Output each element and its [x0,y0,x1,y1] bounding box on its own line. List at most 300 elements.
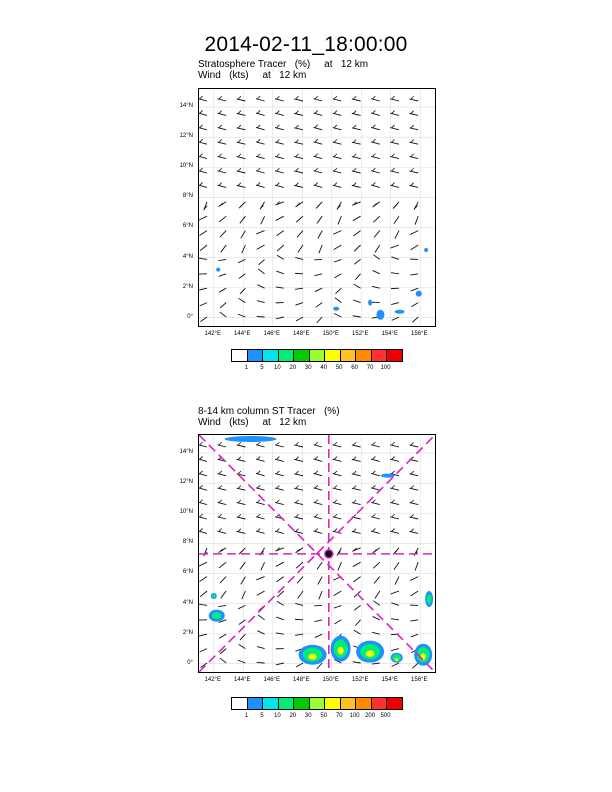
wind-barb [199,517,207,519]
wind-barb [409,517,418,519]
wind-barb-feather [200,456,203,459]
wind-barb-feather [392,442,395,445]
wind-barb [373,216,380,222]
wind-barb-feather [238,183,241,186]
wind-barb [315,634,322,637]
wind-barb-feather [392,471,395,474]
wind-barb-feather [219,125,222,128]
wind-barb-feather [238,500,241,503]
wind-barb-feather [296,168,299,171]
wind-barb-feather [200,500,203,503]
wind-barb-feather [238,168,241,171]
wind-barb-feather [353,183,356,186]
wind-barb [354,259,360,264]
wind-barb [276,577,283,582]
wind-barb-feather [315,442,318,445]
panel1-colorbar [231,349,403,362]
wind-barb [415,562,418,570]
tracer-patch [416,291,422,297]
colorbar-swatch [356,698,372,709]
wind-barb-feather [276,457,279,460]
wind-barb [220,658,226,663]
colorbar-swatch [341,350,357,361]
wind-barb [354,245,360,251]
wind-barb-feather [334,96,337,99]
wind-barb [333,231,341,235]
wind-barb-feather [394,205,397,208]
wind-barb-feather [296,154,299,157]
wind-barb [238,605,245,608]
colorbar-label: 1 [244,365,249,371]
wind-barb-feather [238,139,241,142]
wind-barb [373,548,380,553]
wind-barb [338,216,342,224]
wind-barb-feather [200,110,203,113]
tracer-patch [376,310,384,320]
wind-barb-feather [372,442,375,445]
wind-barb-feather [240,204,243,207]
wind-barb-feather [392,125,395,128]
wind-barb-feather [334,139,337,142]
colorbar-label: 1 [244,713,249,719]
wind-barb-feather [353,485,356,488]
wind-barb [294,157,303,159]
wind-barb-feather [257,528,260,531]
wind-barb-feather [315,154,318,157]
panel2-subtitle-1: 8-14 km column ST Tracer (%) [198,406,340,417]
wind-barb [240,562,246,569]
wind-barb [355,620,360,626]
colorbar-swatch [232,698,248,709]
wind-barb [294,142,303,144]
colorbar-label: 20 [289,713,297,719]
colorbar-swatch [279,698,295,709]
wind-barb-feather [411,111,414,114]
wind-barb-feather [238,111,241,114]
wind-barb [275,502,284,504]
map2-canvas [199,435,435,672]
lat-tick-label: 2°N [182,629,193,636]
tracer-patch [216,268,220,272]
wind-barb [390,459,399,461]
wind-barb [276,271,284,274]
lon-tick-label: 144°E [234,677,251,683]
wind-barb-feather [334,529,337,532]
wind-barb-feather [296,471,299,474]
wind-barb [353,662,361,663]
wind-barb [295,288,303,289]
wind-barb-feather [219,514,222,517]
wind-barb [294,99,303,101]
wind-barb-feather [238,96,241,99]
wind-barb-feather [296,457,299,460]
wind-barb [410,274,418,275]
wind-barb-feather [315,471,318,474]
wind-barb-feather [257,471,260,474]
wind-barb [199,445,207,447]
wind-barb-feather [392,529,395,532]
wind-barb [275,488,284,490]
wind-barb-feather [276,111,279,114]
wind-barb-feather [315,182,318,185]
wind-barb-feather [238,457,241,460]
lat-tick-label: 6°N [182,223,193,230]
wind-barb [353,562,361,567]
wind-barb [242,245,246,253]
colorbar-swatch [263,698,279,709]
wind-barb-feather [238,154,241,157]
wind-barb-feather [276,471,279,474]
wind-barb-feather [334,125,337,128]
wind-barb-feather [353,500,356,503]
wind-barb-feather [257,485,260,488]
lon-tick-label: 156°E [411,331,428,337]
wind-barb [199,142,207,144]
wind-barb [240,216,246,223]
wind-barb [239,620,245,625]
wind-barb-feather [296,500,299,503]
wind-barb-feather [238,485,241,488]
wind-barb-feather [276,529,279,532]
wind-barb [275,99,284,101]
wind-barb [256,517,265,519]
wind-barb-feather [334,183,337,186]
wind-barb [391,649,399,651]
wind-barb [204,202,207,210]
wind-barb-feather [315,514,318,517]
wind-barb [374,231,380,238]
wind-barb [317,562,322,569]
wind-barb [411,634,419,637]
wind-barb-feather [392,514,395,517]
wind-barb-feather [296,442,299,445]
wind-barb-feather [315,110,318,113]
wind-barb-feather [219,111,222,114]
wind-barb [319,245,322,253]
colorbar-swatch [279,350,295,361]
wind-barb-feather [353,168,356,171]
wind-barb [391,257,399,260]
tracer-patch-core [212,594,216,598]
wind-barb [258,615,264,620]
wind-barb-feather [372,500,375,503]
colorbar-label: 500 [380,713,391,719]
stratosphere-tracer-map [198,88,436,327]
wind-barb [391,591,399,594]
wind-barb [220,312,226,317]
wind-barb [220,577,226,583]
lat-tick-label: 8°N [182,193,193,200]
wind-barb [200,303,207,306]
wind-barb-feather [276,485,279,488]
wind-barb-feather [315,500,318,503]
wind-barb [394,562,399,569]
wind-barb [391,603,399,606]
wind-barb-feather [257,500,260,503]
wind-barb [373,601,379,606]
wind-barb [314,142,323,144]
wind-barb [375,591,380,599]
wind-barb-feather [257,96,260,99]
wind-barb [277,245,284,251]
wind-barb [256,473,265,475]
wind-barb [256,142,265,144]
wind-barb-feather [200,471,203,474]
wind-barb [334,591,342,596]
lon-tick-label: 154°E [381,677,398,683]
wind-barb [257,591,265,595]
wind-barb-feather [411,96,414,99]
wind-barb [334,245,342,250]
wind-barb [294,517,303,519]
panel2-colorbar [231,697,403,710]
colorbar-label: 30 [304,365,312,371]
wind-barb [395,231,399,239]
wind-barb [199,113,207,115]
wind-barb [199,459,207,461]
wind-barb-feather [372,528,375,531]
wind-barb-feather [296,96,299,99]
wind-barb-feather [392,457,395,460]
wind-barb [294,128,303,130]
wind-barb-feather [411,168,414,171]
wind-barb [314,274,322,276]
wind-barb [315,288,322,291]
wind-barb-feather [296,125,299,128]
wind-barb [353,316,361,317]
wind-barb-feather [372,471,375,474]
wind-barb [391,245,399,248]
wind-barb [199,185,207,187]
wind-barb [238,660,245,663]
colorbar-swatch [294,698,310,709]
wind-barb [391,619,399,620]
wind-barb-feather [372,154,375,157]
wind-barb [261,216,265,224]
wind-barb-feather [238,442,241,445]
colorbar-label: 200 [365,713,376,719]
wind-barb [275,459,284,461]
tracer-patch-core [427,594,432,604]
wind-barb [319,591,322,599]
wind-barb [261,562,265,570]
wind-barb-feather [334,471,337,474]
wind-barb-feather [257,168,260,171]
wind-barb [199,502,207,504]
lat-tick-label: 6°N [182,569,193,576]
wind-barb [411,288,419,291]
wind-barb [219,634,226,638]
wind-barb-feather [219,529,222,532]
wind-barb-feather [334,442,337,445]
wind-barb [353,577,360,582]
wind-barb-feather [238,529,241,532]
wind-barb [199,473,207,475]
wind-barb [373,562,380,568]
wind-barb-feather [276,96,279,99]
lat-tick-label: 0° [187,659,193,666]
wind-barb-feather [200,154,203,157]
lat-tick-label: 12°N [179,133,193,140]
wind-barb [390,142,399,144]
lat-tick-label: 14°N [179,449,193,456]
wind-barb [394,216,399,223]
wind-barb [257,316,265,317]
lon-tick-label: 144°E [234,331,251,337]
lat-tick-label: 14°N [179,103,193,110]
wind-barb [219,274,227,277]
wind-barb [294,185,303,187]
wind-barb-feather [296,485,299,488]
wind-barb [353,231,360,236]
tracer-patch-peak [395,658,399,661]
colorbar-label: 70 [366,365,374,371]
wind-barb-feather [372,125,375,128]
wind-barb-feather [219,442,222,445]
wind-barb-feather [411,139,414,142]
wind-barb-feather [219,471,222,474]
wind-barb [317,216,322,223]
wind-barb [218,259,226,260]
wind-barb [199,171,207,173]
colorbar-swatch [248,350,264,361]
colorbar-swatch [341,698,357,709]
wind-barb [276,617,284,620]
wind-barb [257,647,265,649]
wind-barb [335,620,342,624]
wind-barb-feather [334,111,337,114]
colorbar-swatch [325,350,341,361]
wind-barb [239,298,246,302]
wind-barb-feather [353,139,356,142]
wind-barb [199,156,207,158]
colorbar-label: 10 [274,713,281,719]
wind-barb [314,113,323,115]
wind-barb [395,577,399,585]
wind-barb-feather [200,96,203,99]
wind-barb [199,488,207,490]
wind-barb [257,301,265,303]
wind-barb [294,488,303,490]
wind-barb-feather [353,457,356,460]
wind-barb-feather [296,529,299,532]
colorbar-label: 5 [260,365,264,371]
wind-barb-feather [372,110,375,113]
tracer-patch-core [212,612,222,619]
wind-barb [411,245,419,250]
wind-barb-feather [257,442,260,445]
wind-barb [411,591,419,596]
wind-barb [374,577,380,584]
wind-barb [294,531,303,533]
wind-barb [276,216,284,220]
wind-barb [238,314,245,317]
wind-barb [334,259,342,262]
lon-tick-label: 152°E [352,331,369,337]
wind-barb [314,99,323,101]
wind-barb [354,605,360,610]
lon-tick-label: 142°E [204,331,221,337]
wind-barb-feather [353,442,356,445]
colorbar-label: 100 [349,713,360,719]
wind-barb [199,604,207,605]
wind-barb [256,113,265,115]
wind-barb [275,185,284,187]
wind-barb [199,562,207,566]
wind-barb [353,300,361,303]
wind-barb-feather [353,514,356,517]
wind-barb [199,258,207,259]
wind-barb-feather [257,182,260,185]
wind-barb-feather [238,471,241,474]
colorbar-swatch [310,698,326,709]
wind-barb-feather [257,456,260,459]
wind-barb [390,531,399,533]
wind-barb [294,445,303,447]
tracer-patch-peak [308,654,316,660]
wind-barb-feather [315,139,318,142]
wind-barb-feather [334,154,337,157]
wind-barb [219,562,226,568]
colorbar-label: 50 [335,365,343,371]
colorbar-swatch [310,350,326,361]
wind-barb [375,245,380,253]
wind-barb-feather [219,96,222,99]
wind-barb [220,303,226,308]
wind-barb-feather [372,485,375,488]
wind-barb [240,634,245,640]
lon-tick-label: 152°E [352,677,369,683]
tracer-patch [395,310,405,314]
wind-barb-feather [219,183,222,186]
wind-barb [294,503,303,505]
wind-barb [219,216,226,222]
lon-tick-label: 148°E [293,677,310,683]
wind-barb-feather [411,485,414,488]
wind-barb [373,255,379,260]
wind-barb-feather [392,139,395,142]
wind-barb-feather [411,529,414,532]
wind-barb-feather [200,514,203,517]
wind-barb-feather [334,485,337,488]
panel1-subtitle-1: Stratosphere Tracer (%) at 12 km [198,59,369,70]
wind-barb-feather [200,125,203,128]
colorbar-swatch [263,350,279,361]
wind-barb [256,99,265,101]
wind-barb-feather [200,168,203,171]
wind-barb [260,202,265,210]
tracer-patch-north [225,436,277,442]
wind-barb-feather [238,125,241,128]
wind-barb-feather [353,471,356,474]
lon-tick-label: 150°E [322,331,339,337]
wind-barb-feather [200,442,203,445]
wind-barb-feather [238,514,241,517]
tracer-patch-peak [366,650,374,657]
wind-barb [410,577,418,581]
colorbar-swatch [294,350,310,361]
wind-barb-feather [353,111,356,114]
wind-barb [314,156,323,158]
wind-barb [219,288,226,292]
wind-barb [256,231,264,234]
wind-barb-feather [334,457,337,460]
lon-tick-label: 146°E [263,331,280,337]
lat-tick-label: 10°N [179,509,193,516]
wind-barb-feather [372,139,375,142]
wind-barb [390,488,399,490]
wind-barb-feather [276,125,279,128]
